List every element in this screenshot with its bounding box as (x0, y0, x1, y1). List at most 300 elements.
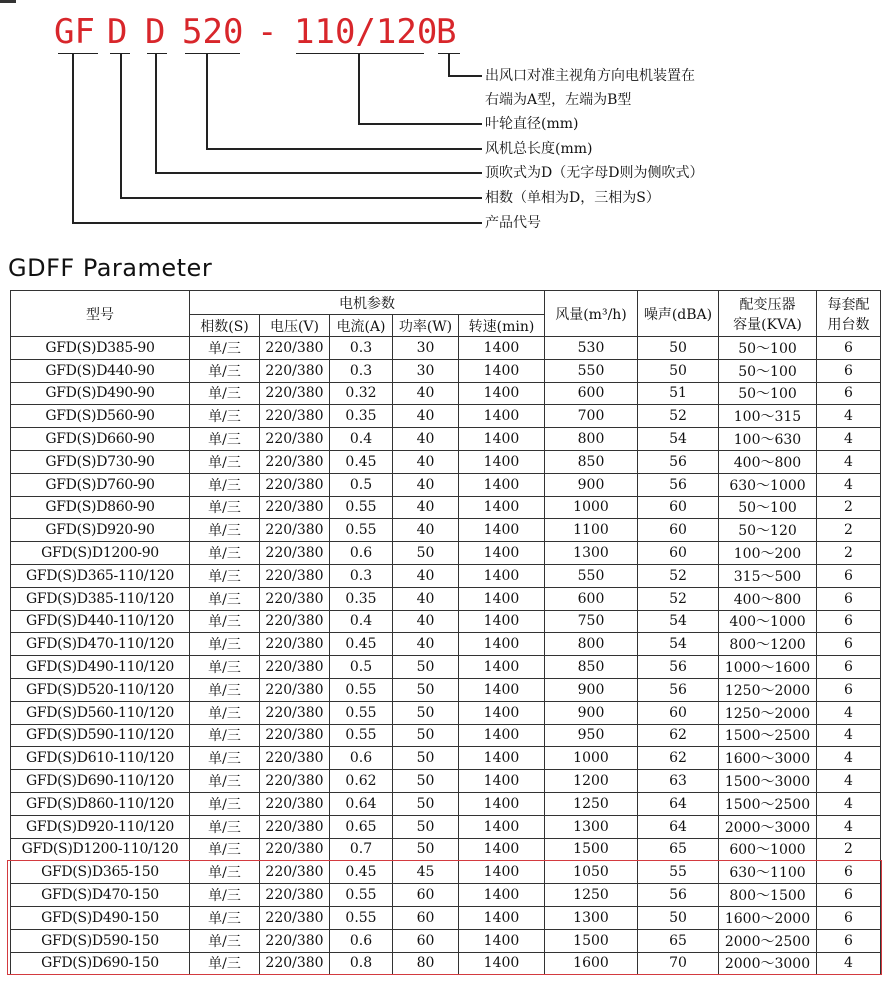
cell-units: 4 (817, 701, 881, 724)
leader-gf-v (72, 53, 74, 223)
cell-airflow: 850 (545, 656, 638, 679)
code-segment-gf: GF (54, 12, 95, 52)
table-row (11, 678, 881, 701)
cell-model: GFD(S)D560-90 (11, 405, 190, 428)
cell-current: 0.55 (330, 724, 393, 747)
cell-transformer: 50～100 (719, 496, 817, 519)
cell-transformer: 50～100 (719, 382, 817, 405)
cell-power: 40 (393, 564, 459, 587)
cell-power: 40 (393, 496, 459, 519)
cell-speed: 1400 (459, 542, 545, 565)
cell-voltage: 220/380 (260, 337, 330, 360)
cell-speed: 1400 (459, 770, 545, 793)
cell-units: 4 (817, 792, 881, 815)
cell-model: GFD(S)D730-90 (11, 450, 190, 473)
cell-phase: 单/三 (190, 792, 260, 815)
cell-voltage: 220/380 (260, 815, 330, 838)
cell-current: 0.62 (330, 770, 393, 793)
cell-phase: 单/三 (190, 405, 260, 428)
cell-model: GFD(S)D385-90 (11, 337, 190, 360)
cell-units: 2 (817, 496, 881, 519)
cell-units: 6 (817, 587, 881, 610)
header-model: 型号 (11, 291, 190, 337)
cell-phase: 单/三 (190, 564, 260, 587)
cell-model: GFD(S)D440-110/120 (11, 610, 190, 633)
cell-transformer: 2000～3000 (719, 952, 817, 975)
cell-transformer: 100～315 (719, 405, 817, 428)
table-row (11, 929, 881, 952)
cell-airflow: 1000 (545, 747, 638, 770)
cell-voltage: 220/380 (260, 496, 330, 519)
underline-length (185, 53, 240, 54)
cell-speed: 1400 (459, 906, 545, 929)
cell-phase: 单/三 (190, 542, 260, 565)
table-row (11, 496, 881, 519)
cell-phase: 单/三 (190, 519, 260, 542)
cell-phase: 单/三 (190, 838, 260, 861)
cell-current: 0.32 (330, 382, 393, 405)
leader-length-v (206, 53, 208, 149)
cell-noise: 60 (638, 519, 719, 542)
cell-noise: 52 (638, 405, 719, 428)
cell-model: GFD(S)D365-150 (11, 861, 190, 884)
cell-voltage: 220/380 (260, 473, 330, 496)
cell-transformer: 630～1000 (719, 473, 817, 496)
cell-voltage: 220/380 (260, 382, 330, 405)
table-row (11, 884, 881, 907)
model-code-diagram (0, 0, 889, 250)
table-row (11, 337, 881, 360)
cell-transformer: 1000～1600 (719, 656, 817, 679)
cell-speed: 1400 (459, 838, 545, 861)
cell-power: 50 (393, 747, 459, 770)
cell-transformer: 100～630 (719, 428, 817, 451)
cell-phase: 单/三 (190, 587, 260, 610)
cell-transformer: 1250～2000 (719, 701, 817, 724)
header-units-line1: 每套配 (827, 296, 870, 313)
cell-noise: 52 (638, 587, 719, 610)
cell-units: 6 (817, 929, 881, 952)
leader-blow-v (155, 53, 157, 173)
cell-noise: 70 (638, 952, 719, 975)
cell-noise: 52 (638, 564, 719, 587)
cell-airflow: 550 (545, 359, 638, 382)
header-airflow: 风量(m³/h) (545, 291, 638, 337)
cell-current: 0.45 (330, 450, 393, 473)
cell-current: 0.45 (330, 861, 393, 884)
cell-power: 50 (393, 656, 459, 679)
leader-gf-h (72, 222, 482, 224)
cell-current: 0.55 (330, 519, 393, 542)
cell-current: 0.3 (330, 337, 393, 360)
cell-phase: 单/三 (190, 496, 260, 519)
cell-units: 4 (817, 952, 881, 975)
cell-airflow: 530 (545, 337, 638, 360)
cell-airflow: 600 (545, 382, 638, 405)
table-row (11, 861, 881, 884)
cell-speed: 1400 (459, 929, 545, 952)
cell-power: 30 (393, 337, 459, 360)
cell-phase: 单/三 (190, 747, 260, 770)
cell-voltage: 220/380 (260, 519, 330, 542)
parameter-table (10, 290, 881, 975)
leader-phase-v (120, 53, 122, 198)
cell-voltage: 220/380 (260, 770, 330, 793)
cell-speed: 1400 (459, 587, 545, 610)
cell-airflow: 900 (545, 473, 638, 496)
cell-current: 0.55 (330, 678, 393, 701)
cell-model: GFD(S)D560-110/120 (11, 701, 190, 724)
cell-phase: 单/三 (190, 770, 260, 793)
cell-transformer: 400～800 (719, 587, 817, 610)
cell-voltage: 220/380 (260, 792, 330, 815)
cell-speed: 1400 (459, 382, 545, 405)
cell-voltage: 220/380 (260, 542, 330, 565)
cell-model: GFD(S)D470-110/120 (11, 633, 190, 656)
cell-model: GFD(S)D490-90 (11, 382, 190, 405)
cell-speed: 1400 (459, 701, 545, 724)
cell-power: 40 (393, 473, 459, 496)
cell-noise: 54 (638, 633, 719, 656)
cell-voltage: 220/380 (260, 838, 330, 861)
cell-phase: 单/三 (190, 906, 260, 929)
cell-voltage: 220/380 (260, 633, 330, 656)
cell-noise: 63 (638, 770, 719, 793)
cell-phase: 单/三 (190, 656, 260, 679)
leader-type-v (448, 53, 450, 76)
cell-power: 40 (393, 450, 459, 473)
cell-noise: 65 (638, 929, 719, 952)
table-row (11, 450, 881, 473)
cell-power: 50 (393, 792, 459, 815)
cell-airflow: 1000 (545, 496, 638, 519)
cell-units: 4 (817, 450, 881, 473)
cell-voltage: 220/380 (260, 564, 330, 587)
cell-model: GFD(S)D610-110/120 (11, 747, 190, 770)
cell-transformer: 50～100 (719, 359, 817, 382)
table-row (11, 815, 881, 838)
cell-voltage: 220/380 (260, 701, 330, 724)
cell-noise: 60 (638, 701, 719, 724)
code-segment-dash: - (257, 12, 278, 52)
cell-speed: 1400 (459, 792, 545, 815)
cell-power: 50 (393, 542, 459, 565)
underline-blow (147, 53, 167, 54)
cell-speed: 1400 (459, 519, 545, 542)
cell-units: 4 (817, 405, 881, 428)
cell-phase: 单/三 (190, 610, 260, 633)
cell-airflow: 1500 (545, 838, 638, 861)
cell-power: 50 (393, 838, 459, 861)
cell-noise: 54 (638, 610, 719, 633)
cell-transformer: 1500～2500 (719, 792, 817, 815)
cell-model: GFD(S)D690-110/120 (11, 770, 190, 793)
cell-phase: 单/三 (190, 678, 260, 701)
code-segment-type: B (436, 12, 457, 52)
cell-power: 40 (393, 519, 459, 542)
cell-voltage: 220/380 (260, 656, 330, 679)
cell-power: 60 (393, 929, 459, 952)
cell-phase: 单/三 (190, 450, 260, 473)
cell-units: 6 (817, 906, 881, 929)
cell-voltage: 220/380 (260, 678, 330, 701)
cell-airflow: 1250 (545, 792, 638, 815)
cell-power: 50 (393, 815, 459, 838)
cell-speed: 1400 (459, 815, 545, 838)
cell-speed: 1400 (459, 633, 545, 656)
leader-type-h (448, 75, 482, 77)
table-row (11, 906, 881, 929)
cell-units: 6 (817, 610, 881, 633)
cell-units: 2 (817, 519, 881, 542)
cell-transformer: 800～1500 (719, 884, 817, 907)
cell-airflow: 1250 (545, 884, 638, 907)
cell-current: 0.64 (330, 792, 393, 815)
cell-power: 40 (393, 405, 459, 428)
header-transformer-line1: 配变压器 (739, 296, 796, 313)
cell-current: 0.55 (330, 906, 393, 929)
table-row (11, 542, 881, 565)
cell-speed: 1400 (459, 337, 545, 360)
cell-units: 2 (817, 542, 881, 565)
table-row (11, 564, 881, 587)
code-segment-length: 520 (182, 12, 244, 52)
table-row (11, 701, 881, 724)
cell-model: GFD(S)D690-150 (11, 952, 190, 975)
cell-transformer: 50～100 (719, 337, 817, 360)
cell-transformer: 50～120 (719, 519, 817, 542)
cell-noise: 60 (638, 542, 719, 565)
cell-transformer: 1600～2000 (719, 906, 817, 929)
cell-transformer: 1500～2500 (719, 724, 817, 747)
cell-airflow: 1100 (545, 519, 638, 542)
cell-units: 4 (817, 815, 881, 838)
cell-transformer: 1500～3000 (719, 770, 817, 793)
cell-speed: 1400 (459, 610, 545, 633)
cell-power: 50 (393, 701, 459, 724)
cell-phase: 单/三 (190, 337, 260, 360)
cell-model: GFD(S)D440-90 (11, 359, 190, 382)
header-transformer-line2: 容量(KVA) (733, 316, 802, 333)
cell-power: 40 (393, 428, 459, 451)
cell-model: GFD(S)D1200-90 (11, 542, 190, 565)
cell-units: 4 (817, 428, 881, 451)
table-row (11, 473, 881, 496)
table-row (11, 747, 881, 770)
cell-noise: 51 (638, 382, 719, 405)
desc-outlet-line2: 右端为A型，左端为B型 (485, 92, 632, 108)
desc-phase: 相数（单相为D，三相为S） (485, 190, 660, 206)
cell-model: GFD(S)D520-110/120 (11, 678, 190, 701)
cell-units: 2 (817, 838, 881, 861)
cell-airflow: 550 (545, 564, 638, 587)
cell-noise: 50 (638, 337, 719, 360)
cell-airflow: 800 (545, 428, 638, 451)
leader-impeller-h (358, 123, 482, 125)
desc-impeller: 叶轮直径(mm) (485, 116, 579, 132)
code-segment-impeller: 110/120 (294, 12, 438, 52)
cell-speed: 1400 (459, 656, 545, 679)
cell-current: 0.5 (330, 656, 393, 679)
cell-transformer: 100～200 (719, 542, 817, 565)
cell-airflow: 1600 (545, 952, 638, 975)
cell-power: 40 (393, 633, 459, 656)
cell-phase: 单/三 (190, 952, 260, 975)
cell-airflow: 900 (545, 701, 638, 724)
cell-airflow: 850 (545, 450, 638, 473)
cell-airflow: 700 (545, 405, 638, 428)
cell-phase: 单/三 (190, 633, 260, 656)
cell-current: 0.35 (330, 587, 393, 610)
cell-model: GFD(S)D490-150 (11, 906, 190, 929)
cell-current: 0.3 (330, 359, 393, 382)
cell-speed: 1400 (459, 747, 545, 770)
cell-airflow: 1300 (545, 906, 638, 929)
cell-speed: 1400 (459, 496, 545, 519)
table-row (11, 587, 881, 610)
cell-units: 6 (817, 884, 881, 907)
cell-model: GFD(S)D660-90 (11, 428, 190, 451)
cell-phase: 单/三 (190, 701, 260, 724)
cell-transformer: 2000～3000 (719, 815, 817, 838)
cell-voltage: 220/380 (260, 610, 330, 633)
cell-units: 6 (817, 359, 881, 382)
cell-phase: 单/三 (190, 473, 260, 496)
cell-current: 0.4 (330, 428, 393, 451)
cell-current: 0.8 (330, 952, 393, 975)
cell-speed: 1400 (459, 678, 545, 701)
underline-impeller (296, 53, 424, 54)
cell-noise: 54 (638, 428, 719, 451)
cell-speed: 1400 (459, 405, 545, 428)
cell-airflow: 800 (545, 633, 638, 656)
header-power: 功率(W) (393, 315, 459, 337)
cell-current: 0.35 (330, 405, 393, 428)
cell-power: 80 (393, 952, 459, 975)
desc-outlet-line1: 出风口对准主视角方向电机装置在 (485, 68, 695, 84)
cell-phase: 单/三 (190, 359, 260, 382)
cell-transformer: 1250～2000 (719, 678, 817, 701)
cell-transformer: 800～1200 (719, 633, 817, 656)
cell-power: 30 (393, 359, 459, 382)
cell-model: GFD(S)D365-110/120 (11, 564, 190, 587)
leader-phase-h (120, 197, 482, 199)
cell-voltage: 220/380 (260, 747, 330, 770)
code-segment-blow: D (145, 12, 166, 52)
header-units (817, 291, 881, 337)
cell-phase: 单/三 (190, 428, 260, 451)
cell-noise: 62 (638, 747, 719, 770)
cell-phase: 单/三 (190, 815, 260, 838)
cell-model: GFD(S)D920-90 (11, 519, 190, 542)
cell-airflow: 1050 (545, 861, 638, 884)
table-row (11, 838, 881, 861)
table-row (11, 382, 881, 405)
cell-transformer: 2000～2500 (719, 929, 817, 952)
cell-model: GFD(S)D590-110/120 (11, 724, 190, 747)
cell-transformer: 600～1000 (719, 838, 817, 861)
cell-voltage: 220/380 (260, 929, 330, 952)
header-phase: 相数(S) (190, 315, 260, 337)
cell-power: 50 (393, 678, 459, 701)
cell-transformer: 315～500 (719, 564, 817, 587)
cell-transformer: 400～800 (719, 450, 817, 473)
cell-speed: 1400 (459, 952, 545, 975)
cell-power: 45 (393, 861, 459, 884)
cell-model: GFD(S)D760-90 (11, 473, 190, 496)
table-row (11, 724, 881, 747)
cell-transformer: 1600～3000 (719, 747, 817, 770)
cell-units: 6 (817, 633, 881, 656)
cell-speed: 1400 (459, 724, 545, 747)
cell-current: 0.55 (330, 496, 393, 519)
cell-voltage: 220/380 (260, 450, 330, 473)
table-body (11, 337, 881, 975)
cell-units: 6 (817, 861, 881, 884)
cell-noise: 56 (638, 656, 719, 679)
table-row (11, 428, 881, 451)
cell-units: 6 (817, 564, 881, 587)
cell-model: GFD(S)D1200-110/120 (11, 838, 190, 861)
cell-noise: 56 (638, 884, 719, 907)
cell-power: 40 (393, 587, 459, 610)
cell-current: 0.65 (330, 815, 393, 838)
header-transformer (719, 291, 817, 337)
cell-current: 0.4 (330, 610, 393, 633)
cell-noise: 64 (638, 792, 719, 815)
leader-length-h (206, 148, 482, 150)
table-row (11, 770, 881, 793)
desc-product-code: 产品代号 (485, 215, 541, 231)
cell-noise: 56 (638, 450, 719, 473)
cell-noise: 60 (638, 496, 719, 519)
cell-speed: 1400 (459, 564, 545, 587)
cell-current: 0.7 (330, 838, 393, 861)
table-row (11, 792, 881, 815)
cell-model: GFD(S)D385-110/120 (11, 587, 190, 610)
cell-noise: 62 (638, 724, 719, 747)
table-row (11, 610, 881, 633)
cell-noise: 50 (638, 906, 719, 929)
cell-current: 0.5 (330, 473, 393, 496)
cell-units: 6 (817, 382, 881, 405)
cell-model: GFD(S)D590-150 (11, 929, 190, 952)
cell-model: GFD(S)D860-90 (11, 496, 190, 519)
cell-model: GFD(S)D920-110/120 (11, 815, 190, 838)
header-speed: 转速(min) (459, 315, 545, 337)
cell-speed: 1400 (459, 884, 545, 907)
header-motor-params: 电机参数 (190, 291, 545, 315)
cell-airflow: 1200 (545, 770, 638, 793)
cell-voltage: 220/380 (260, 884, 330, 907)
cell-current: 0.6 (330, 542, 393, 565)
cell-speed: 1400 (459, 359, 545, 382)
cell-units: 4 (817, 770, 881, 793)
cell-units: 4 (817, 747, 881, 770)
cell-phase: 单/三 (190, 929, 260, 952)
cell-voltage: 220/380 (260, 906, 330, 929)
cell-model: GFD(S)D490-110/120 (11, 656, 190, 679)
table-row (11, 405, 881, 428)
cell-model: GFD(S)D860-110/120 (11, 792, 190, 815)
header-units-line2: 用台数 (827, 316, 870, 333)
desc-length: 风机总长度(mm) (485, 141, 593, 157)
cell-noise: 56 (638, 678, 719, 701)
table-row (11, 519, 881, 542)
cell-phase: 单/三 (190, 724, 260, 747)
cell-current: 0.55 (330, 884, 393, 907)
cell-noise: 55 (638, 861, 719, 884)
